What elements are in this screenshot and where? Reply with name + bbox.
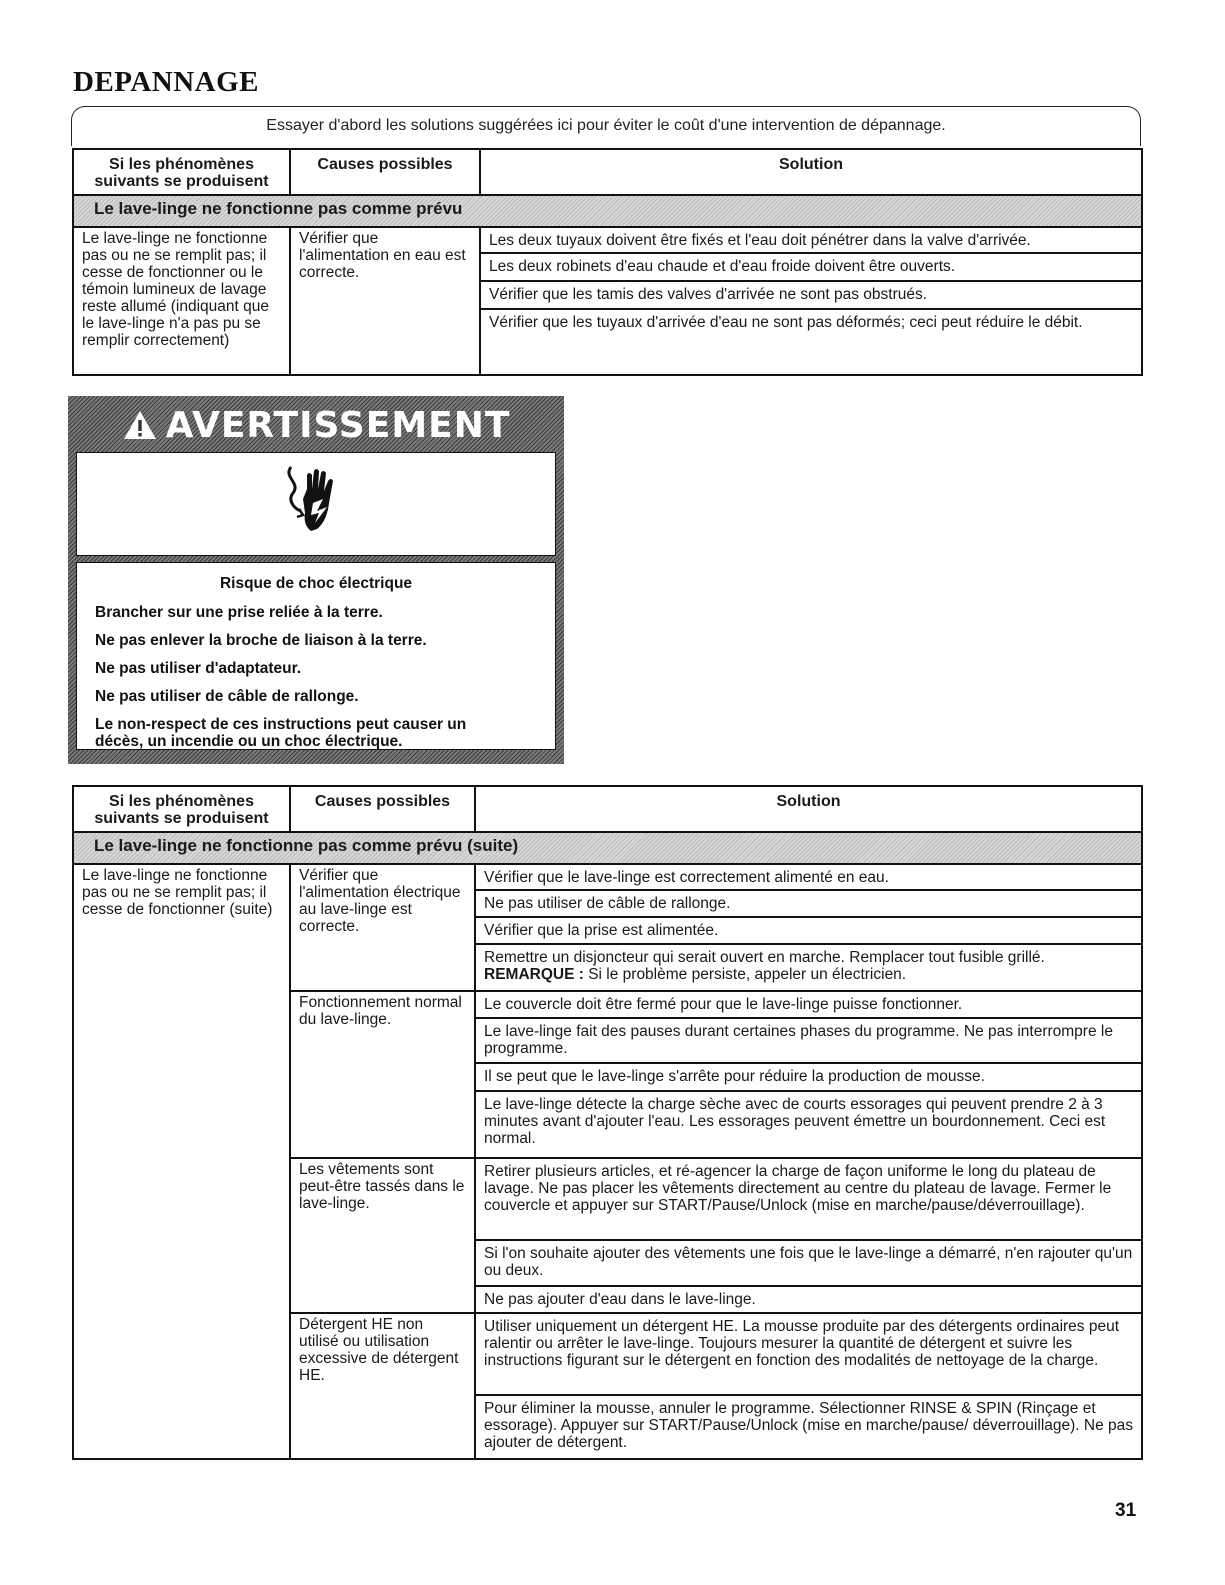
solution-cell: Le couvercle doit être fermé pour que le lave-linge puisse fonctionner. — [475, 991, 1142, 1018]
warning-box — [68, 396, 564, 764]
remark-text: Si le problème persiste, appeler un électricien. — [583, 966, 907, 983]
header-symptom: Si les phénomènes suivants se produisent — [73, 786, 290, 832]
solution-cell: Retirer plusieurs articles, et ré-agencer la charge de façon uniforme le long du plateau de lavage. Ne pas placer les vêtements directement au centre du plateau de lavage. Fermer le couvercle et appuyer sur START/Pause/Unlock (mise en marche/pause/déverrouillage). — [475, 1158, 1142, 1240]
solution-cell — [475, 944, 1142, 991]
troubleshooting-table-2 — [72, 785, 1143, 1460]
solution-cell: Il se peut que le lave-linge s'arrête pour réduire la production de mousse. — [475, 1063, 1142, 1091]
warning-text-panel — [76, 562, 556, 750]
symptom-cell: Le lave-linge ne fonctionne pas ou ne se remplit pas; il cesse de fonctionner ou le témoin lumineux de lavage reste allumé (indiquant que le lave-linge n'a pas pu se remplir correctement) — [73, 227, 290, 375]
warning-icon-panel — [76, 452, 556, 556]
warning-risk: Risque de choc électrique — [219, 575, 413, 592]
warning-triangle-icon — [122, 409, 158, 441]
symptom-cell: Le lave-linge ne fonctionne pas ou ne se remplit pas; il cesse de fonctionner (suite) — [73, 864, 290, 1459]
solution-cell: Le lave-linge fait des pauses durant certaines phases du programme. Ne pas interrompre le programme. — [475, 1018, 1142, 1063]
warning-line: Ne pas enlever la broche de liaison à la terre. — [95, 632, 427, 649]
cause-cell: Fonctionnement normal du lave-linge. — [290, 991, 475, 1158]
intro-text: Essayer d'abord les solutions suggérées ici pour éviter le coût d'une intervention de dépannage. — [266, 117, 946, 134]
solution-cell: Si l'on souhaite ajouter des vêtements une fois que le lave-linge a démarré, n'en rajouter qu'un ou deux. — [475, 1240, 1142, 1286]
section-heading: Le lave-linge ne fonctionne pas comme prévu — [73, 195, 1142, 227]
remark — [484, 966, 1133, 983]
header-cause: Causes possibles — [290, 786, 475, 832]
solution-cell: Vérifier que les tamis des valves d'arrivée ne sont pas obstrués. — [480, 281, 1142, 309]
cause-cell: Détergent HE non utilisé ou utilisation excessive de détergent HE. — [290, 1313, 475, 1459]
solution-cell: Ne pas ajouter d'eau dans le lave-linge. — [475, 1286, 1142, 1313]
cause-cell: Vérifier que l'alimentation en eau est correcte. — [290, 227, 480, 375]
page-number: 31 — [1115, 1500, 1137, 1521]
warning-line: Le non-respect de ces instructions peut causer un décès, un incendie ou un choc électrique. — [95, 716, 467, 750]
header-solution: Solution — [480, 149, 1142, 195]
solution-cell: Vérifier que la prise est alimentée. — [475, 917, 1142, 944]
header-symptom: Si les phénomènes suivants se produisent — [73, 149, 290, 195]
solution-cell: Utiliser uniquement un détergent HE. La mousse produite par des détergents ordinaires peut ralentir ou arrêter le lave-linge. Toujours mesurer la quantité de détergent et suivre les instructions figurant sur le détergent en fonction des modalités de nettoyage de la charge. — [475, 1313, 1142, 1395]
section-heading: Le lave-linge ne fonctionne pas comme prévu (suite) — [73, 832, 1142, 864]
solution-cell: Vérifier que le lave-linge est correctement alimenté en eau. — [475, 864, 1142, 890]
header-solution: Solution — [475, 786, 1142, 832]
solution-cell: Le lave-linge détecte la charge sèche avec de courts essorages qui peuvent prendre 2 à 3 minutes avant d'ajouter l'eau. Les essorages peuvent émettre un bourdonnement. Ceci est normal. — [475, 1091, 1142, 1158]
solution-cell: Vérifier que les tuyaux d'arrivée d'eau ne sont pas déformés; ceci peut réduire le débit. — [480, 309, 1142, 375]
solution-text: Remettre un disjoncteur qui serait ouvert en marche. Remplacer tout fusible grillé. — [484, 949, 1045, 966]
warning-line: Ne pas utiliser de câble de rallonge. — [95, 688, 359, 705]
header-cause: Causes possibles — [290, 149, 480, 195]
solution-cell: Les deux robinets d'eau chaude et d'eau froide doivent être ouverts. — [480, 253, 1142, 281]
electric-shock-hand-icon — [271, 459, 361, 549]
cause-cell: Les vêtements sont peut-être tassés dans le lave-linge. — [290, 1158, 475, 1313]
page-title: DEPANNAGE — [73, 66, 260, 98]
solution-cell: Les deux tuyaux doivent être fixés et l'eau doit pénétrer dans la valve d'arrivée. — [480, 227, 1142, 253]
solution-cell: Pour éliminer la mousse, annuler le programme. Sélectionner RINSE & SPIN (Rinçage et essorage). Appuyer sur START/Pause/Unlock (mise en marche/pause/ déverrouillage). Ne pas ajouter de détergent. — [475, 1395, 1142, 1459]
warning-header — [76, 404, 556, 446]
remark-label: REMARQUE : — [484, 966, 584, 983]
warning-line: Brancher sur une prise reliée à la terre. — [95, 604, 383, 621]
warning-title: AVERTISSEMENT — [165, 404, 511, 446]
warning-line: Ne pas utiliser d'adaptateur. — [95, 660, 302, 677]
troubleshooting-table-1 — [72, 148, 1143, 376]
solution-cell: Ne pas utiliser de câble de rallonge. — [475, 890, 1142, 917]
cause-cell: Vérifier que l'alimentation électrique au lave-linge est correcte. — [290, 864, 475, 991]
